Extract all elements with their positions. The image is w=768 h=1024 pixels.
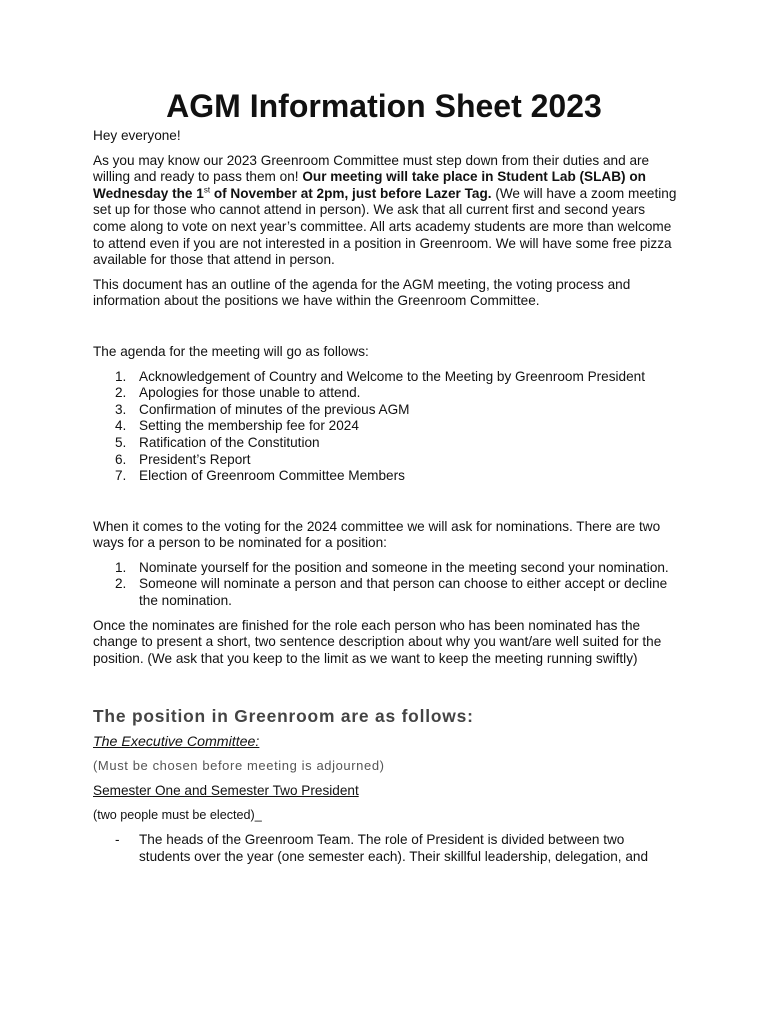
list-item [93, 452, 678, 469]
list-item-text: Confirmation of minutes of the previous AGM [139, 401, 410, 417]
list-item-text: Someone will nominate a person and that person can choose to either accept or decline the nomination. [139, 576, 668, 609]
list-item [93, 402, 678, 419]
nomination-ways-list [93, 560, 678, 610]
list-number: 3. [115, 401, 127, 417]
intro-paragraph [93, 153, 678, 269]
list-item [93, 418, 678, 435]
list-item-text: Apologies for those unable to attend. [139, 385, 361, 401]
list-item [93, 560, 678, 577]
list-item-text: Setting the membership fee for 2024 [139, 418, 359, 434]
role-description-list [93, 832, 678, 865]
executive-committee-title: The Executive Committee: [93, 734, 260, 751]
date-ordinal-suffix: st [203, 185, 211, 195]
role-description: The heads of the Greenroom Team. The role of President is divided between two students over the year (one semester each). Their skillful leadership, delegation, and [139, 832, 649, 865]
meeting-details-bold-2: of November at 2pm, just before Lazer Tag. [210, 185, 492, 201]
list-item-text: Election of Greenroom Committee Members [139, 468, 405, 484]
greeting: Hey everyone! [93, 128, 181, 143]
meeting-details-bold-1: Our meeting will take place in Student Lab (SLAB) on Wednesday the 1 [93, 169, 646, 201]
list-item-text: President’s Report [139, 451, 251, 467]
list-number: 7. [115, 468, 127, 484]
list-item-text: Ratification of the Constitution [139, 434, 320, 450]
list-number: 1. [115, 559, 127, 575]
document-title: AGM Information Sheet 2023 [166, 88, 602, 124]
list-item [93, 576, 678, 609]
spacer [93, 485, 678, 519]
list-item [93, 435, 678, 452]
list-number: 6. [115, 451, 127, 467]
document-body [93, 86, 678, 866]
agenda-list [93, 369, 678, 485]
agenda-intro: The agenda for the meeting will go as follows: [93, 343, 369, 359]
list-number: 1. [115, 368, 127, 384]
nominees-paragraph: Once the nominates are finished for the role each person who has been nominated has the change to present a short, two sentence description about why you want/are well suited for the position. (We ask that you keep to the limit as we want to keep the meeting running swiftly) [93, 617, 662, 666]
list-number: 2. [115, 385, 127, 401]
spacer [93, 667, 678, 705]
outline-paragraph: This document has an outline of the agenda for the AGM meeting, the voting process and information about the positions we have within the Greenroom Committee. [93, 276, 631, 309]
role-note: (two people must be elected)_ [93, 808, 262, 823]
list-item [93, 369, 678, 386]
list-number: 4. [115, 418, 127, 434]
voting-intro: When it comes to the voting for the 2024 committee we will ask for nominations. There are two ways for a person to be nominated for a position: [93, 518, 661, 551]
role-title-president: Semester One and Semester Two President [93, 783, 359, 799]
dash-bullet: - [115, 832, 120, 848]
intro-text-2: (We will have a zoom meeting set up for those who cannot attend in person). We ask that all current first and second years come along to vote on next year’s committee. All arts academy students are more than welcome to attend even if you are not interested in a position in Greenroom. We will have some free pizza available for those that attend in person. [93, 185, 677, 268]
spacer [93, 310, 678, 344]
list-item [93, 385, 678, 402]
list-number: 5. [115, 434, 127, 450]
list-item-text: Acknowledgement of Country and Welcome to the Meeting by Greenroom President [139, 368, 646, 384]
list-item-text: Nominate yourself for the position and someone in the meeting second your nomination. [139, 559, 669, 575]
list-number: 2. [115, 576, 127, 592]
list-item [93, 832, 678, 865]
intro-text-1: As you may know our 2023 Greenroom Committee must step down from their duties and are willing and ready to pass them on! [93, 152, 650, 185]
executive-note: (Must be chosen before meeting is adjourned) [93, 758, 385, 774]
positions-heading: The position in Greenroom are as follows: [93, 706, 474, 727]
list-item [93, 468, 678, 485]
